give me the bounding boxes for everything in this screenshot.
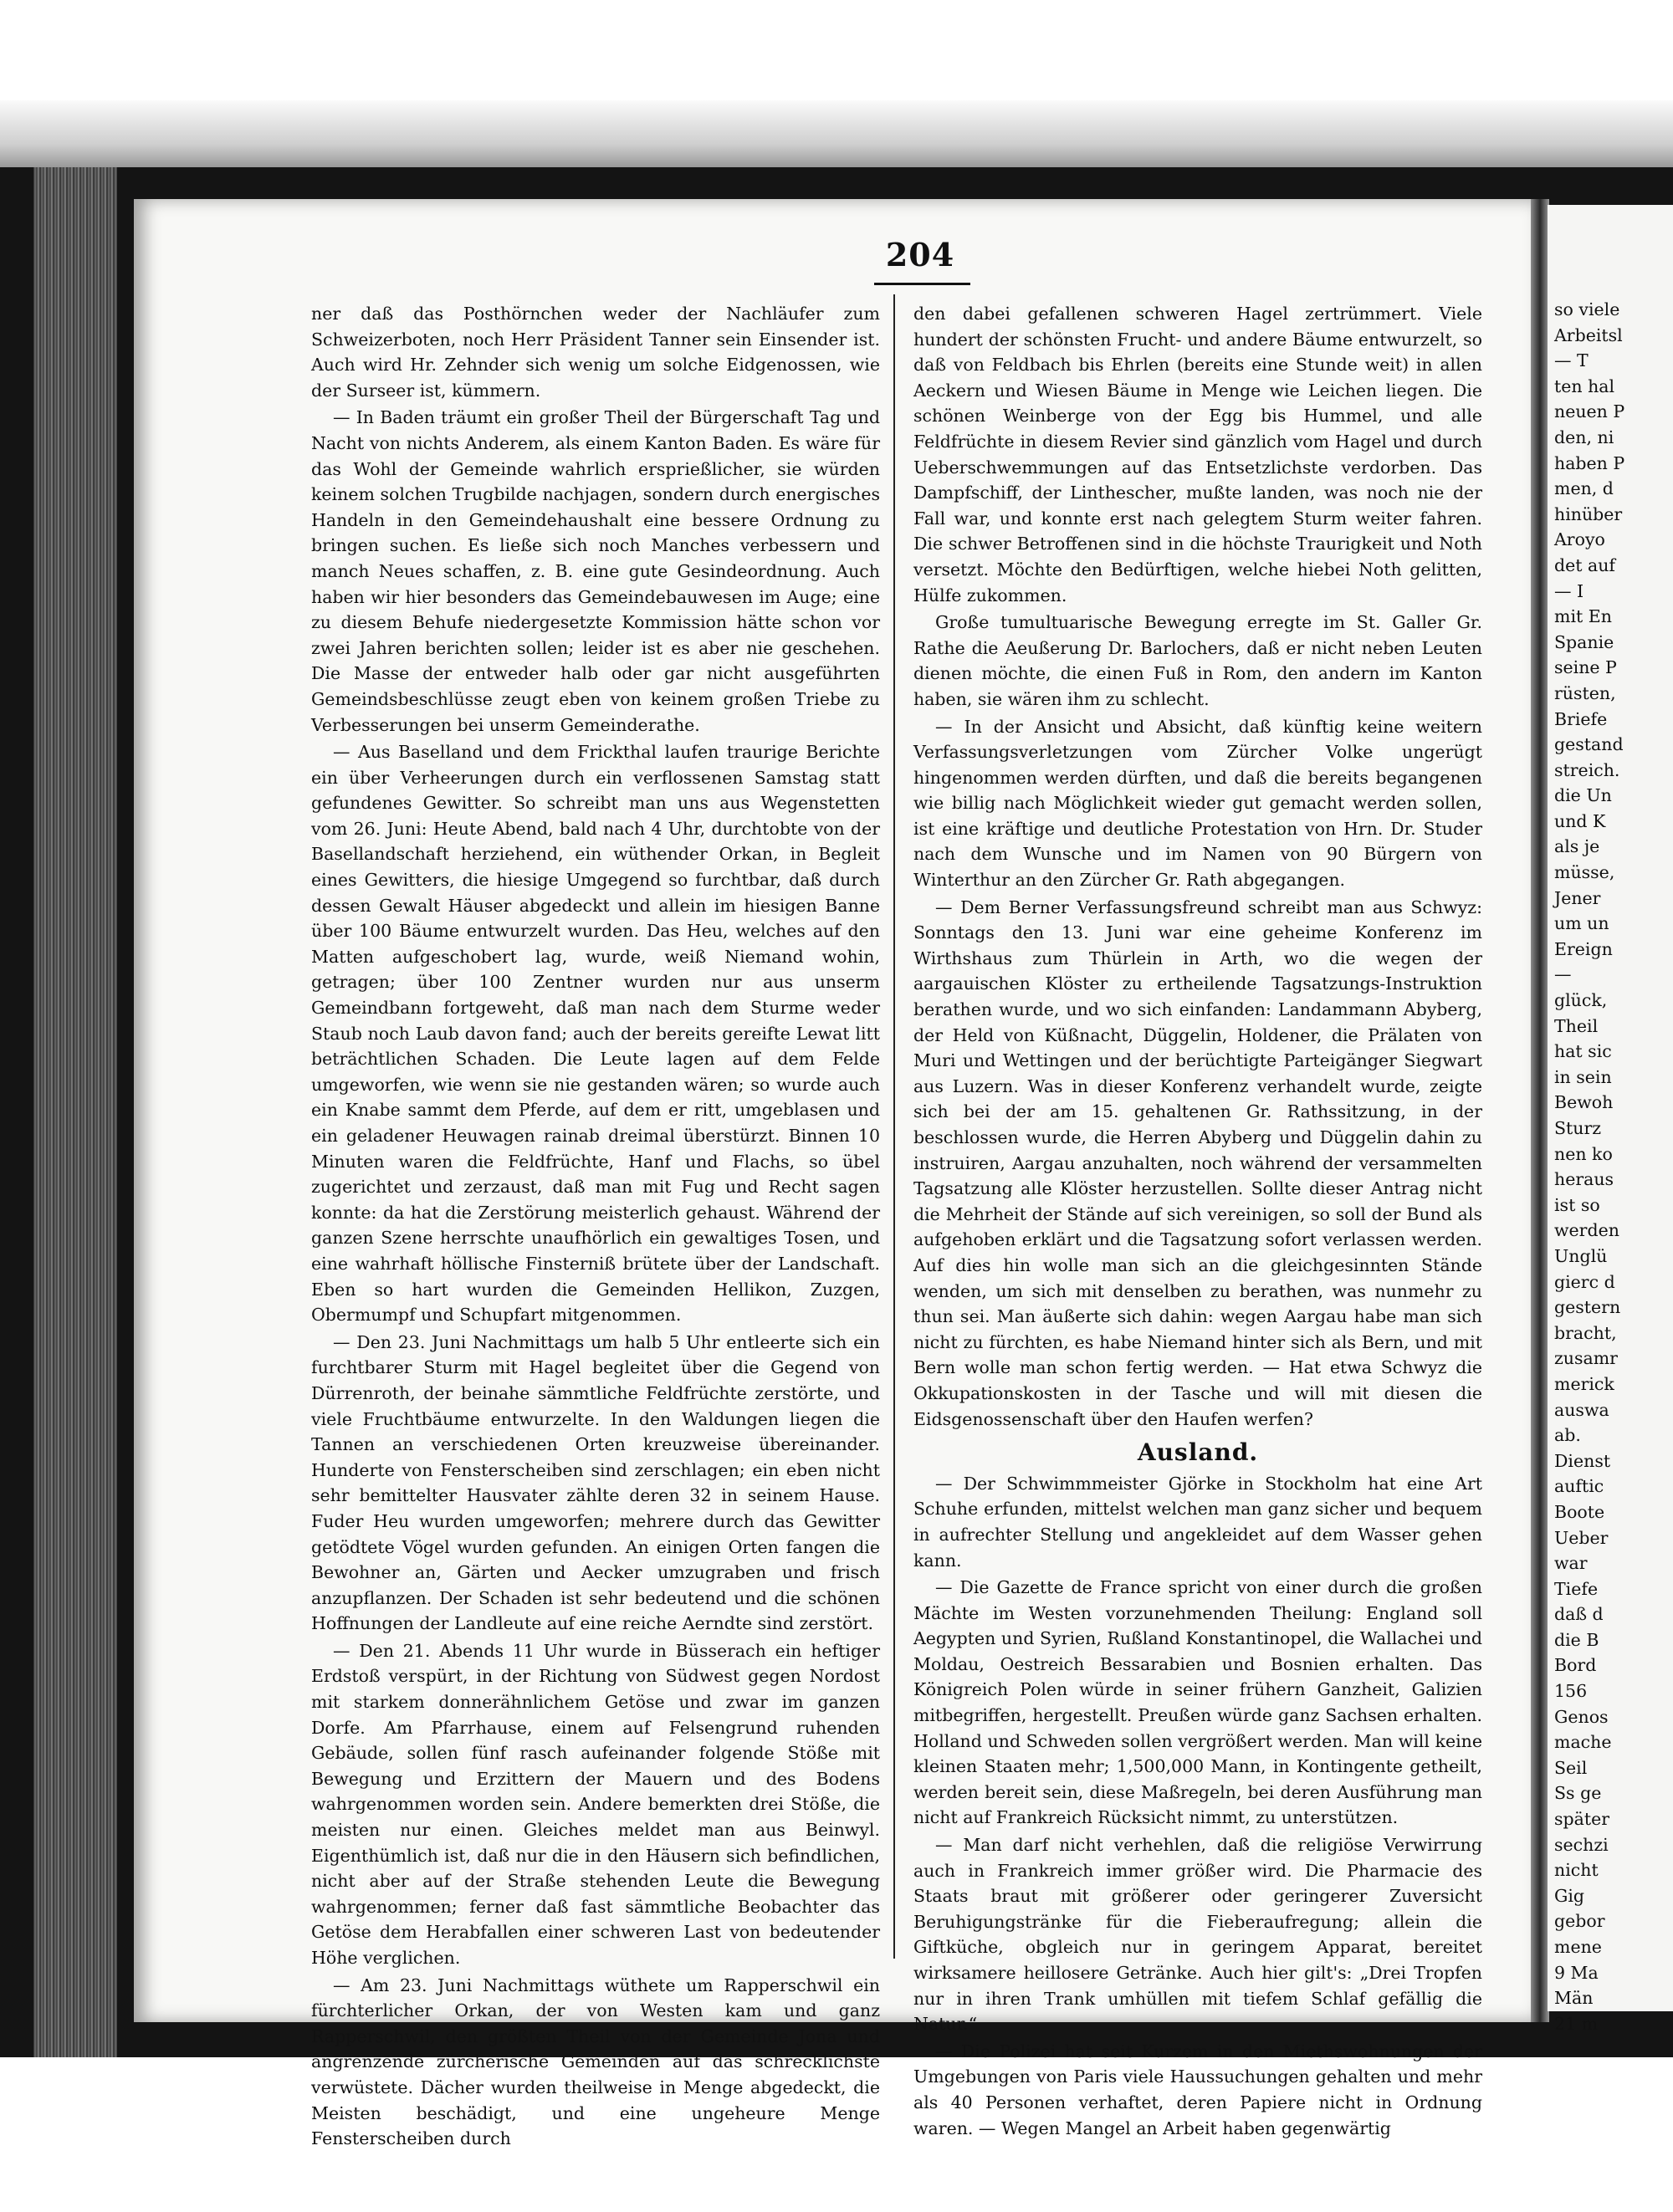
book-gutter xyxy=(1531,199,1549,2022)
fragment-line: streich. xyxy=(1554,759,1620,780)
fragment-line: Briefe xyxy=(1554,708,1608,729)
article-paragraph: — Die Gazette de France spricht von einer durch die großen Mächte im Westen vorzunehmenden Theilung: England soll Aegypten und Syrien, Rußland Konstantinopel, die Wallachei und Moldau, Oestreich Bessarabien und Bosnien erhalten. Das Königreich Polen würde in seiner frühern Ganzheit, Galizien mitbegriffen, hergestellt. Preußen würde ganz Sachsen erhalten. Holland und Schweden sollen vergrößert werden. Man will keine kleinen Staaten mehr; 1,500,000 Mann, in Kontingente getheilt, werden bereit sein, diese Maßregeln, bei deren Ausführung man nicht auf Frankreich Rücksicht nimmt, zu unterstützen. xyxy=(913,1577,1482,1828)
fragment-line: rüsten, xyxy=(1554,682,1616,703)
fragment-line: um un xyxy=(1554,913,1609,934)
left-column xyxy=(311,301,880,2153)
fragment-line: Boote xyxy=(1554,1501,1605,1522)
fragment-line: Aroyo xyxy=(1554,529,1605,550)
fragment-line: ist so xyxy=(1554,1194,1600,1215)
fragment-line: nicht xyxy=(1554,1860,1599,1881)
fragment-line: — xyxy=(1554,964,1572,985)
fragment-line: mit En xyxy=(1554,606,1612,627)
fragment-line: — I xyxy=(1554,580,1584,601)
next-page-text-fragment xyxy=(1554,297,1671,2036)
fragment-line: daß d xyxy=(1554,1604,1604,1625)
fragment-line: ten hal xyxy=(1554,375,1615,396)
fragment-line: Unglü xyxy=(1554,1245,1608,1266)
article-paragraph: den dabei gefallenen schweren Hagel zertrümmert. Viele hundert der schönsten Frucht- und andere Bäume entwurzelt, so daß von Feldbach bis Ehrlen (bereits eine Stunde weit) in allen Aeckern und Wiesen Bäume in Menge wie Leichen liegen. Die schönen Weinberge von der Egg bis Hummel, und alle Feldfrüchte in diesem Revier sind gänzlich vom Hagel und durch Ueberschwemmungen auf das Entsetzlichste verdorben. Das Dampfschiff, der Linthescher, mußte landen, was noch nie der Fall war, und konnte erst nach gelegtem Sturm weiter fahren. Die schwer Betroffenen sind in die höchste Traurigkeit und Noth versetzt. Möchte den Bedürftigen, welche hiebei Noth gelitten, Hülfe zukommen. xyxy=(913,304,1482,605)
fragment-line: Genos xyxy=(1554,1706,1609,1727)
fragment-line: auftic xyxy=(1554,1476,1604,1497)
fragment-line: merick xyxy=(1554,1373,1614,1394)
fragment-line: Ereign xyxy=(1554,938,1613,959)
fragment-line: Jener xyxy=(1554,887,1601,908)
article-paragraph: Große tumultuarische Bewegung erregte im St. Galler Gr. Rathe die Aeußerung Dr. Barlochers, daß er nicht neben Leuten dienen möchte, die einen Fuß in Rom, den andern im Kanton haben, sie wären ihm zu schlecht. xyxy=(913,612,1482,709)
header-rule xyxy=(874,283,970,285)
article-paragraph: — Dem Berner Verfassungsfreund schreibt man aus Schwyz: Sonntags den 13. Juni war eine geheime Konferenz im Wirthshaus zum Thürlein in Arth, wo die wegen der aargauischen Klöster zu ertheilende Tagsatzungs-Instruktion berathen wurde, und wo sich einfanden: Landammann Abyberg, der Held von Küßnacht, Düggelin, Holdener, die Prälaten von Muri und Wettingen und der berüchtigte Parteigänger Siegwart aus Luzern. Was in dieser Konferenz verhandelt wurde, zeigte sich bei der am 15. gehaltenen Gr. Rathssitzung, in der beschlossen wurde, die Herren Abyberg und Düggelin dahin zu instruiren, Aargau anzuhalten, noch während der versammelten Tagsatzung alle Klöster herzustellen. Sollte dieser Antrag nicht die Mehrheit der Stände auf sich vereinigen, so soll der Bund als aufgehoben erklärt und die Tagsatzung sofort verlassen werden. Auf dies hin wolle man sich an die gleichgesinnten Stände wenden, um sich mit denselben zu berathen, was nunmehr zu thun sei. Man äußerte sich dahin: wegen Aargau habe man sich nicht zu fürchten, es habe Niemand hinter sich als Bern, und mit Bern wolle man schon fertig werden. — Hat etwa Schwyz die Okkupationskosten in der Tasche und will mit diesen die Eidsgenossenschaft über den Haufen werfen? xyxy=(913,897,1482,1429)
fragment-line: bracht, xyxy=(1554,1322,1617,1343)
article-paragraph: — Am 23. Juni Nachmittags wüthete um Rapperschwil ein fürchterlicher Orkan, der von Westen kam und ganz Rapperschwil, den größten Theil von der Gemeinde Jona und angrenzende zürcherische Gemeinden auf das schrecklichste verwüstete. Dächer wurden theilweise in Menge abgedeckt, die Meisten beschädigt, und eine ungeheure Menge Fensterscheiben durch xyxy=(311,1974,880,2149)
article-paragraph: ner daß das Posthörnchen weder der Nachläufer zum Schweizerboten, noch Herr Präsident Tanner sein Einsender ist. Auch wird Hr. Zehnder sich wenig um solche Eidgenossen, wie der Surseer ist, kümmern. xyxy=(311,304,880,401)
fragment-line: hat sic xyxy=(1554,1041,1612,1062)
fragment-line: in sein xyxy=(1554,1066,1612,1087)
column-divider xyxy=(893,294,895,1959)
fragment-line: den, ni xyxy=(1554,427,1614,447)
fragment-line: die Un xyxy=(1554,785,1612,806)
article-paragraph: — Den 21. Abends 11 Uhr wurde in Büsserach ein heftiger Erdstoß verspürt, in der Richtung von Südwest gegen Nordost mit starkem donnerähnlichem Getöse und zwar im ganzen Dorfe. Am Pfarrhause, einem auf Felsengrund ruhenden Gebäude, sollen fünf rasch aufeinander folgende Stöße mit Bewegung und Erzittern der Mauern und des Bodens wahrgenommen worden sein. Andere bemerkten drei Stöße, die meisten nur einen. Gleiches meldet man aus Beinwyl. Eigenthümlich ist, daß nur die in den Häusern sich befindlichen, nicht aber auf der Straße stehenden Leute die Bewegung wahrgenommen; ferner daß fast sämmtliche Beobachter das Getöse dem Herabfallen einer schweren Last von bedeutender Höhe verglichen. xyxy=(311,1640,880,1968)
fragment-line: mache xyxy=(1554,1732,1612,1753)
fragment-line: die B xyxy=(1554,1629,1599,1650)
fragment-line: Arbeitsl xyxy=(1554,324,1623,345)
fragment-line: Ueber xyxy=(1554,1527,1609,1548)
fragment-line: später xyxy=(1554,1809,1610,1830)
fragment-line: nen ko xyxy=(1554,1143,1613,1164)
fragment-line: Bewoh xyxy=(1554,1092,1614,1113)
fragment-line: haben P xyxy=(1554,452,1625,473)
fragment-line: Ss ge xyxy=(1554,1783,1602,1804)
fragment-line: mene xyxy=(1554,1937,1602,1957)
right-column xyxy=(913,301,1482,2143)
fragment-line: 21 m xyxy=(1554,2013,1599,2034)
article-paragraph: — Aus Baselland und dem Frickthal laufen traurige Berichte ein über Verheerungen durch ein verflossenen Samstag statt gefundenes Gewitter. So schreibt man uns aus Wegenstetten vom 26. Juni: Heute Abend, bald nach 4 Uhr, durchtobte von der Basellandschaft herziehend, ein wüthender Orkan, in Begleit eines Gewitters, die hiesige Umgegend so furchtbar, daß durch dessen Gewalt Häuser abgedeckt und allein im hiesigen Banne über 100 Bäume entwurzelt wurden. Das Heu, welches auf den Matten aufgeschobert lag, wurde, weiß Niemand wohin, getragen; über 100 Zentner wurden nur aus unserm Gemeindbann fortgeweht, daß man nach dem Sturme weder Staub noch Laub davon fand; auch der bereits gereifte Lewat litt beträchtlichen Schaden. Die Leute lagen auf dem Felde umgeworfen, wie wenn sie nie gestanden wären; so wurde auch ein Knabe sammt dem Pferde, auf dem er ritt, umgeblasen und ein geladener Heuwagen rainab dreimal überstürzt. Binnen 10 Minuten waren die Feldfrüchte, Hanf und Flachs, so übel zugerichtet und zerzaust, daß man mit Fug und Recht sagen konnte: da hat die Zerstörung meisterlich gehaust. Während der ganzen Szene herrschte unaufhörlich ein gewaltiges Tosen, und eine wahrhaft höllische Finsterniß brütete über der Landschaft. Eben so hart wurden die Gemeinden Hellikon, Zuzgen, Obermumpf und Schupfart mitgenommen. xyxy=(311,742,880,1326)
article-paragraph: — In Baden träumt ein großer Theil der Bürgerschaft Tag und Nacht von nichts Anderem, als einem Kanton Baden. Es wäre für das Wohl der Gemeinde wahrlich ersprießlicher, sie würden keinem solchen Trugbilde nachjagen, sondern durch energisches Handeln in den Gemeindehaushalt eine bessere Ordnung zu bringen suchen. Es ließe sich noch Manches verbessern und manch Neues schaffen, z. B. eine gute Gesindeordnung. Auch haben wir hier besonders das Gemeindebauwesen im Auge; eine zu diesem Behufe niedergesetzte Kommission hätte schon vor zwei Jahren berichten sollen; leider ist es aber nie geschehen. Die Masse der entweder halb oder gar nicht ausgeführten Gemeindsbeschlüsse zeugt eben von keinem großen Triebe zu Verbesserungen bei unserm Gemeinderathe. xyxy=(311,407,880,735)
article-paragraph: — Den 23. Juni Nachmittags um halb 5 Uhr entleerte sich ein furchtbarer Sturm mit Hagel begleitet über die Gegend von Dürrenroth, der beinahe sämmtliche Feldfrüchte zerstörte, und viele Fruchtbäume entwurzelte. In den Waldungen liegen die Tannen an verschiedenen Orten kreuzweise übereinander. Hunderte von Fensterscheiben sind zerschlagen; ein eben nicht sehr bemittelter Hausvater zählte deren 32 in seinem Hause. Fuder Heu wurden umgeworfen; mehrere durch das Gewitter getödtete Vögel wurden gefunden. An einigen Orten fangen die Bewohner an, Gärten und Aecker umzugraben und frisch anzupflanzen. Der Schaden ist sehr bedeutend und die schönen Hoffnungen der Landleute auf eine reiche Aerndte sind zerstört. xyxy=(311,1331,880,1634)
article-paragraph: — Man darf nicht verhehlen, daß die religiöse Verwirrung auch in Frankreich immer größer wird. Die Pharmacie des Staats braut mit größerer oder geringerer Zuversicht Beruhigungstränke für die Fieberaufregung; allein die Giftküche, obgleich nur in geringem Apparat, bereitet wirksamere heillosere Getränke. Auch hier gilt's: „Drei Tropfen nur in ihren Trank umhüllen mit tiefem Schlaf gefällig die Natur.“ xyxy=(913,1835,1482,2035)
fragment-line: — T xyxy=(1554,350,1589,371)
fragment-line: gestand xyxy=(1554,734,1624,755)
fragment-line: Bord xyxy=(1554,1655,1597,1676)
article-paragraph: — In der Ansicht und Absicht, daß künftig keine weitern Verfassungsverletzungen vom Zürcher Volke ungerügt hingenommen werden dürften, und daß die bereits begangenen wie billig nach Möglichkeit wieder gut gemacht werden sollen, ist eine kräftige und deutliche Protestation von Hrn. Dr. Studer nach dem Wunsche und im Namen von 90 Bürgern von Winterthur an den Zürcher Gr. Rath abgegangen. xyxy=(913,716,1482,891)
fragment-line: müsse, xyxy=(1554,862,1615,883)
fragment-line: Spanie xyxy=(1554,631,1614,652)
fragment-line: seine P xyxy=(1554,657,1617,678)
fragment-line: Män xyxy=(1554,1988,1594,2009)
fragment-line: als je xyxy=(1554,836,1600,857)
page-stack-edge xyxy=(33,167,117,2057)
fragment-line: heraus xyxy=(1554,1169,1614,1190)
fragment-line: gierc d xyxy=(1554,1271,1615,1292)
page-number: 204 xyxy=(885,236,955,273)
fragment-line: Theil xyxy=(1554,1015,1599,1036)
fragment-line: gestern xyxy=(1554,1297,1621,1318)
section-heading-ausland: Ausland. xyxy=(1137,1438,1259,1467)
fragment-line: 9 Ma xyxy=(1554,1962,1599,1983)
fragment-line: men, d xyxy=(1554,478,1614,499)
fragment-line: hinüber xyxy=(1554,503,1623,524)
article-paragraph: — Die Polizei hat seit Kurzem in den Miethswohnungen der Umgebungen von Paris viele Haussuchungen gehalten und mehr als 40 Personen verhaftet, deren Papiere nicht in Ordnung waren. — Wegen Mangel an Arbeit haben gegenwärtig xyxy=(913,2041,1482,2138)
fragment-line: auswa xyxy=(1554,1399,1609,1420)
fragment-line: Sturz xyxy=(1554,1118,1602,1138)
fragment-line: 156 xyxy=(1554,1681,1588,1702)
article-paragraph: — Der Schwimmmeister Gjörke in Stockholm hat eine Art Schuhe erfunden, mittelst welchen man ganz sicher und bequem in aufrechter Stellung und angekleidet auf dem Wasser gehen kann. xyxy=(913,1473,1482,1571)
fragment-line: und K xyxy=(1554,810,1606,831)
fragment-line: Dienst xyxy=(1554,1450,1611,1471)
fragment-line: sechzi xyxy=(1554,1834,1609,1855)
fragment-line: Gig xyxy=(1554,1885,1585,1906)
fragment-line: Tiefe xyxy=(1554,1578,1599,1599)
fragment-line: Seil xyxy=(1554,1757,1588,1778)
fragment-line: ab. xyxy=(1554,1425,1581,1446)
fragment-line: glück, xyxy=(1554,990,1608,1011)
fragment-line: det auf xyxy=(1554,554,1616,575)
fragment-line: zusamr xyxy=(1554,1348,1618,1369)
fragment-line: neuen P xyxy=(1554,401,1625,422)
fragment-line: so viele xyxy=(1554,299,1620,319)
fragment-line: gebor xyxy=(1554,1911,1605,1932)
fragment-line: werden xyxy=(1554,1220,1619,1241)
fragment-line: war xyxy=(1554,1553,1588,1574)
